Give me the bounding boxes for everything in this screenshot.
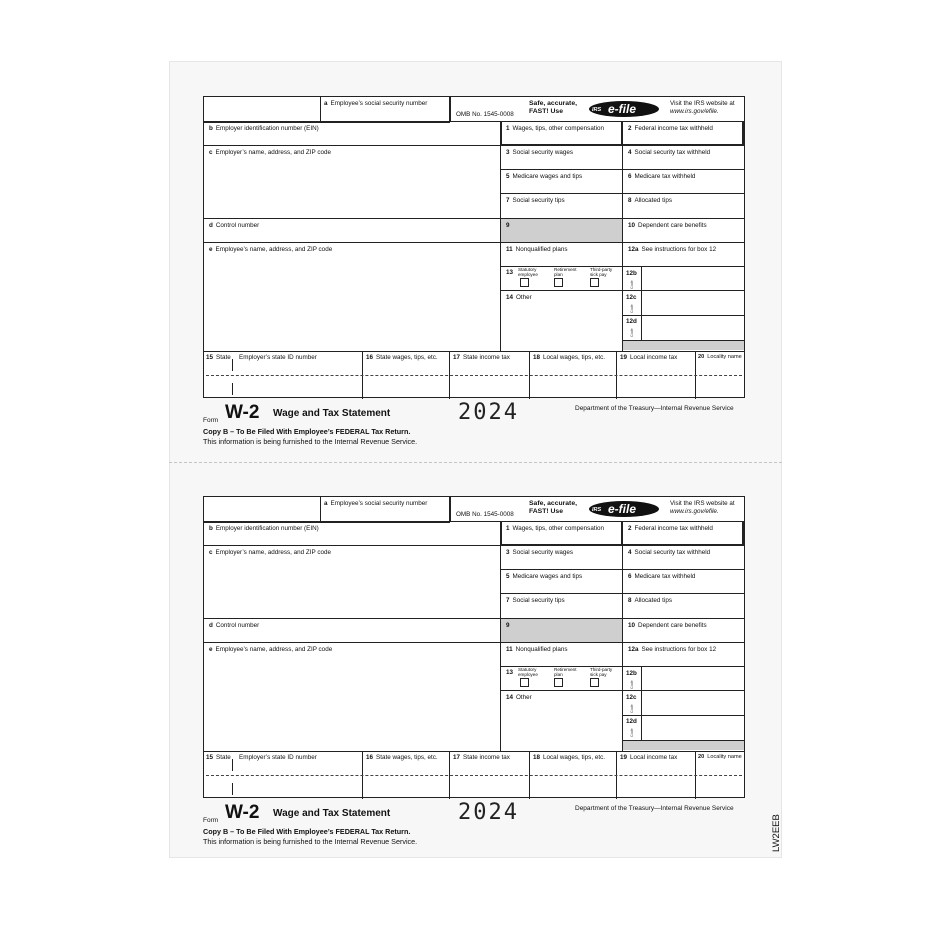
box-15-state-text: State <box>216 354 231 361</box>
efile-small-text: IRS <box>592 507 602 513</box>
box-c-text: Employer’s name, address, and ZIP code <box>215 549 332 556</box>
box-15-label: 15 State <box>206 754 231 761</box>
efile-big-text: e-file <box>608 502 637 516</box>
box-17-label: 17 State income tax <box>453 754 510 761</box>
footer-copy: Copy B – To Be Filed With Employee’s FEDERAL Tax Return. <box>203 427 411 436</box>
box-18-label: 18 Local wages, tips, etc. <box>533 754 605 761</box>
irs-efile-logo <box>588 500 660 518</box>
box-15-id-label: Employer’s state ID number <box>239 754 317 761</box>
box-8-text: Allocated tips <box>634 597 672 604</box>
box-6-label: 6 Medicare tax withheld <box>628 173 696 180</box>
box-4-text: Social security tax withheld <box>634 549 711 556</box>
box-15-id-label: Employer’s state ID number <box>239 354 317 361</box>
box-12a-text: See instructions for box 12 <box>641 246 717 253</box>
box-12c-label: 12c <box>626 294 637 301</box>
box-14-label: 14 Other <box>506 294 532 301</box>
box-20-text: Locality name <box>707 754 742 760</box>
box-20-label: 20 Locality name <box>698 354 742 360</box>
safe-line2: FAST! Use <box>529 108 563 115</box>
box-12b-label: 12b <box>626 270 637 277</box>
omb-number: OMB No. 1545-0008 <box>456 511 514 518</box>
code-label: Code <box>630 704 634 713</box>
box-7-text: Social security tips <box>512 197 565 204</box>
box-16-text: State wages, tips, etc. <box>376 754 438 761</box>
footer-w2: W-2 <box>225 802 260 823</box>
box-12a-text: See instructions for box 12 <box>641 646 717 653</box>
footer-dept: Department of the Treasury—Internal Revenue Service <box>575 405 734 412</box>
third-party-label: Third-party sick pay <box>590 267 613 277</box>
box-2-text: Federal income tax withheld <box>634 125 713 132</box>
statutory-label: Statutory employee <box>518 267 538 277</box>
box-d-text: Control number <box>215 622 260 629</box>
box-d-text: Control number <box>215 222 260 229</box>
box-8-label: 8 Allocated tips <box>628 597 672 604</box>
box-a-text: Employee’s social security number <box>330 100 428 107</box>
box-5-label: 5 Medicare wages and tips <box>506 173 583 180</box>
product-code: LW2EEB <box>771 814 782 852</box>
visit-line2: www.irs.gov/efile. <box>670 508 719 515</box>
footer-form-word: Form <box>203 417 219 424</box>
box-5-label: 5 Medicare wages and tips <box>506 573 583 580</box>
box-5-text: Medicare wages and tips <box>512 173 583 180</box>
box-19-text: Local income tax <box>630 354 678 361</box>
box-11-label: 11 Nonqualified plans <box>506 646 568 653</box>
box-7-text: Social security tips <box>512 597 565 604</box>
efile-small-text: IRS <box>592 107 602 113</box>
box-12c-label: 12c <box>626 694 637 701</box>
code-label: Code <box>630 328 634 337</box>
retirement-checkbox[interactable] <box>554 278 563 287</box>
box-15-state-text: State <box>216 754 231 761</box>
w2-form <box>203 496 745 856</box>
box-c-text: Employer’s name, address, and ZIP code <box>215 149 332 156</box>
retirement-label: Retirement plan <box>554 667 577 677</box>
box-10-text: Dependent care benefits <box>638 622 707 629</box>
footer-w2: W-2 <box>225 402 260 423</box>
box-e-text: Employee’s name, address, and ZIP code <box>215 246 333 253</box>
box-a-label: a Employee’s social security number <box>324 100 428 107</box>
safe-line2: FAST! Use <box>529 508 563 515</box>
box-12d-label: 12d <box>626 718 637 725</box>
third-party-checkbox[interactable] <box>590 678 599 687</box>
footer-year: 2024 <box>458 400 519 425</box>
box-12b-label: 12b <box>626 670 637 677</box>
box-17-text: State income tax <box>463 354 510 361</box>
box-c-label: c Employer’s name, address, and ZIP code <box>209 549 332 556</box>
box-18-text: Local wages, tips, etc. <box>543 754 605 761</box>
box-10-label: 10 Dependent care benefits <box>628 622 707 629</box>
omb-number: OMB No. 1545-0008 <box>456 111 514 118</box>
box-1-text: Wages, tips, other compensation <box>512 525 604 532</box>
box-d-label: d Control number <box>209 622 260 629</box>
perforation-line <box>169 462 782 463</box>
box-1-label: 1 Wages, tips, other compensation <box>506 525 604 532</box>
footer-info: This information is being furnished to the Internal Revenue Service. <box>203 437 418 446</box>
footer-form-word: Form <box>203 817 219 824</box>
irs-efile-logo <box>588 100 660 118</box>
box-9-label: 9 <box>506 622 510 629</box>
footer-dept: Department of the Treasury—Internal Revenue Service <box>575 805 734 812</box>
third-party-label: Third-party sick pay <box>590 667 613 677</box>
box-5-text: Medicare wages and tips <box>512 573 583 580</box>
safe-line1: Safe, accurate, <box>529 500 577 507</box>
statutory-label: Statutory employee <box>518 667 538 677</box>
box-11-label: 11 Nonqualified plans <box>506 246 568 253</box>
footer-copy: Copy B – To Be Filed With Employee’s FEDERAL Tax Return. <box>203 827 411 836</box>
box-1-text: Wages, tips, other compensation <box>512 125 604 132</box>
box-e-label: e Employee’s name, address, and ZIP code <box>209 646 333 653</box>
box-20-text: Locality name <box>707 354 742 360</box>
box-9-label: 9 <box>506 222 510 229</box>
box-10-text: Dependent care benefits <box>638 222 707 229</box>
box-a-text: Employee’s social security number <box>330 500 428 507</box>
code-label: Code <box>630 728 634 737</box>
box-4-text: Social security tax withheld <box>634 149 711 156</box>
box-16-label: 16 State wages, tips, etc. <box>366 354 438 361</box>
box-2-label: 2 Federal income tax withheld <box>628 125 713 132</box>
box-19-text: Local income tax <box>630 754 678 761</box>
box-14-text: Other <box>516 694 532 701</box>
box-d-label: d Control number <box>209 222 260 229</box>
box-18-text: Local wages, tips, etc. <box>543 354 605 361</box>
statutory-checkbox[interactable] <box>520 678 529 687</box>
footer-info: This information is being furnished to the Internal Revenue Service. <box>203 837 418 846</box>
third-party-checkbox[interactable] <box>590 278 599 287</box>
box-12a-label: 12a See instructions for box 12 <box>628 646 717 653</box>
box-a-label: a Employee’s social security number <box>324 500 428 507</box>
statutory-checkbox[interactable] <box>520 278 529 287</box>
visit-line1: Visit the IRS website at <box>670 500 735 507</box>
box-7-label: 7 Social security tips <box>506 197 565 204</box>
box-6-label: 6 Medicare tax withheld <box>628 573 696 580</box>
footer-title: Wage and Tax Statement <box>273 808 391 819</box>
box-1-label: 1 Wages, tips, other compensation <box>506 125 604 132</box>
box-8-text: Allocated tips <box>634 197 672 204</box>
w2-grid <box>203 496 745 798</box>
code-label: Code <box>630 280 634 289</box>
box-19-label: 19 Local income tax <box>620 754 678 761</box>
box-8-label: 8 Allocated tips <box>628 197 672 204</box>
code-label: Code <box>630 304 634 313</box>
box-16-label: 16 State wages, tips, etc. <box>366 754 438 761</box>
box-16-text: State wages, tips, etc. <box>376 354 438 361</box>
box-11-text: Nonqualified plans <box>515 646 568 653</box>
box-14-text: Other <box>516 294 532 301</box>
footer-year: 2024 <box>458 800 519 825</box>
code-label: Code <box>630 680 634 689</box>
box-3-text: Social security wages <box>512 549 574 556</box>
box-3-label: 3 Social security wages <box>506 549 574 556</box>
efile-big-text: e-file <box>608 102 637 116</box>
box-19-label: 19 Local income tax <box>620 354 678 361</box>
box-e-text: Employee’s name, address, and ZIP code <box>215 646 333 653</box>
retirement-checkbox[interactable] <box>554 678 563 687</box>
box-b-text: Employer identification number (EIN) <box>215 525 319 532</box>
box-c-label: c Employer’s name, address, and ZIP code <box>209 149 332 156</box>
box-7-label: 7 Social security tips <box>506 597 565 604</box>
box-4-label: 4 Social security tax withheld <box>628 149 711 156</box>
retirement-label: Retirement plan <box>554 267 577 277</box>
box-20-label: 20 Locality name <box>698 754 742 760</box>
box-18-label: 18 Local wages, tips, etc. <box>533 354 605 361</box>
box-2-label: 2 Federal income tax withheld <box>628 525 713 532</box>
box-b-label: b Employer identification number (EIN) <box>209 125 319 132</box>
box-14-label: 14 Other <box>506 694 532 701</box>
box-11-text: Nonqualified plans <box>515 246 568 253</box>
w2-grid <box>203 96 745 398</box>
box-6-text: Medicare tax withheld <box>634 173 696 180</box>
box-b-text: Employer identification number (EIN) <box>215 125 319 132</box>
box-3-label: 3 Social security wages <box>506 149 574 156</box>
w2-form <box>203 96 745 456</box>
box-17-text: State income tax <box>463 754 510 761</box>
box-b-label: b Employer identification number (EIN) <box>209 525 319 532</box>
box-10-label: 10 Dependent care benefits <box>628 222 707 229</box>
box-13-label: 13 <box>506 669 514 676</box>
box-2-text: Federal income tax withheld <box>634 525 713 532</box>
box-12a-label: 12a See instructions for box 12 <box>628 246 717 253</box>
box-13-label: 13 <box>506 269 514 276</box>
box-15-label: 15 State <box>206 354 231 361</box>
safe-line1: Safe, accurate, <box>529 100 577 107</box>
box-17-label: 17 State income tax <box>453 354 510 361</box>
box-6-text: Medicare tax withheld <box>634 573 696 580</box>
footer-title: Wage and Tax Statement <box>273 408 391 419</box>
visit-line2: www.irs.gov/efile. <box>670 108 719 115</box>
box-e-label: e Employee’s name, address, and ZIP code <box>209 246 333 253</box>
box-3-text: Social security wages <box>512 149 574 156</box>
visit-line1: Visit the IRS website at <box>670 100 735 107</box>
box-4-label: 4 Social security tax withheld <box>628 549 711 556</box>
box-12d-label: 12d <box>626 318 637 325</box>
